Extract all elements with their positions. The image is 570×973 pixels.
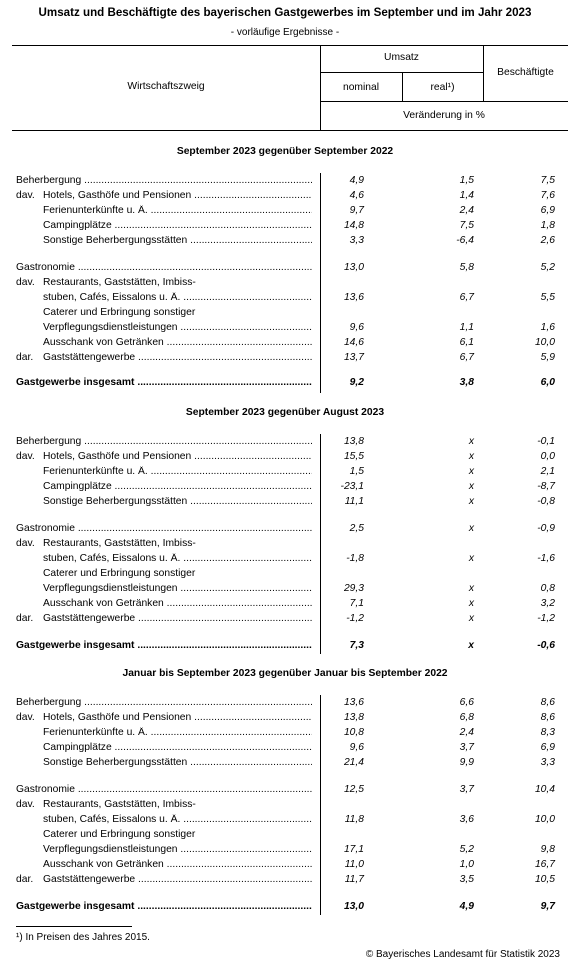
table-row	[0, 553, 570, 567]
table-row	[0, 613, 570, 627]
value-beschaeftigte: 0,8	[540, 583, 555, 594]
table-row	[0, 712, 570, 726]
row-label: Gastgewerbe insgesamt .....	[16, 640, 312, 654]
value-beschaeftigte: 10,4	[534, 784, 555, 795]
row-label: Gastgewerbe insgesamt .....	[16, 377, 312, 391]
row-prefix: dav.	[16, 712, 35, 723]
table-subtitle: - vorläufige Ergebnisse -	[230, 27, 340, 38]
header-nominal: nominal	[342, 82, 380, 93]
value-real: 6,8	[459, 712, 474, 723]
table-row	[0, 190, 570, 204]
value-real: 7,5	[459, 220, 474, 231]
value-beschaeftigte: 10,5	[534, 874, 555, 885]
table-row	[0, 814, 570, 828]
value-real: 9,9	[459, 757, 474, 768]
table-row	[0, 481, 570, 495]
value-nominal: -23,1	[340, 481, 364, 492]
value-real: x	[468, 640, 474, 651]
value-real: 6,7	[459, 352, 474, 363]
value-beschaeftigte: 1,6	[540, 322, 555, 333]
value-nominal: -1,2	[346, 613, 364, 624]
value-beschaeftigte: -0,9	[537, 523, 555, 534]
table-row	[0, 757, 570, 771]
value-beschaeftigte: 7,5	[540, 175, 555, 186]
value-real: 5,8	[459, 262, 474, 273]
row-label: Ausschank von Getränken .....	[43, 337, 312, 351]
value-beschaeftigte: 2,1	[540, 466, 555, 477]
row-prefix: dav.	[16, 799, 35, 810]
row-label: Gastronomie .....	[16, 784, 312, 798]
value-nominal: -1,8	[346, 553, 364, 564]
section-title: September 2023 gegenüber August 2023	[185, 407, 385, 418]
value-nominal: 12,5	[343, 784, 364, 795]
value-real: 1,5	[459, 175, 474, 186]
table-row	[0, 523, 570, 537]
table-row	[0, 262, 570, 276]
table-row	[0, 466, 570, 480]
value-beschaeftigte: 9,7	[540, 901, 555, 912]
value-real: 1,0	[459, 859, 474, 870]
section-title: Januar bis September 2023 gegenüber Januar bis September 2022	[122, 668, 448, 679]
table-row	[0, 598, 570, 612]
row-label: Campingplätze .....	[43, 481, 312, 495]
table-row	[0, 829, 570, 843]
table-row	[0, 205, 570, 219]
table-row	[0, 322, 570, 336]
value-beschaeftigte: 1,8	[540, 220, 555, 231]
value-nominal: 13,0	[343, 262, 364, 273]
value-real: x	[468, 496, 474, 507]
row-prefix: dar.	[16, 874, 34, 885]
value-nominal: 3,3	[349, 235, 364, 246]
row-label: stuben, Cafés, Eissalons u. Ä. .....	[43, 553, 312, 567]
value-nominal: 13,0	[343, 901, 364, 912]
table-row	[0, 784, 570, 798]
value-nominal: 13,7	[343, 352, 364, 363]
value-nominal: 4,9	[349, 175, 364, 186]
table-row	[0, 220, 570, 234]
row-label: Restaurants, Gaststätten, Imbiss-	[43, 277, 196, 288]
row-label: Restaurants, Gaststätten, Imbiss-	[43, 538, 196, 549]
row-label: Beherbergung .....	[16, 436, 312, 450]
row-prefix: dav.	[16, 538, 35, 549]
value-beschaeftigte: 5,5	[540, 292, 555, 303]
value-real: 6,7	[459, 292, 474, 303]
value-nominal: 9,6	[349, 322, 364, 333]
value-nominal: 13,8	[343, 712, 364, 723]
value-real: 3,8	[459, 377, 474, 388]
table-row	[0, 352, 570, 366]
value-real: -6,4	[456, 235, 474, 246]
row-prefix: dav.	[16, 190, 35, 201]
value-beschaeftigte: 3,3	[540, 757, 555, 768]
value-beschaeftigte: 8,6	[540, 697, 555, 708]
value-nominal: 13,6	[343, 697, 364, 708]
row-label: Verpflegungsdienstleistungen .....	[43, 844, 312, 858]
table-row	[0, 235, 570, 249]
row-label: Hotels, Gasthöfe und Pensionen .....	[43, 712, 312, 726]
value-nominal: 17,1	[343, 844, 364, 855]
value-nominal: 2,5	[349, 523, 364, 534]
section-title: September 2023 gegenüber September 2022	[176, 146, 394, 157]
header-wirtschaftszweig: Wirtschaftszweig	[127, 81, 205, 92]
row-label: Restaurants, Gaststätten, Imbiss-	[43, 799, 196, 810]
row-label: Sonstige Beherbergungsstätten .....	[43, 757, 312, 771]
value-nominal: 11,0	[344, 859, 364, 870]
value-nominal: 4,6	[349, 190, 364, 201]
value-nominal: 11,8	[344, 814, 364, 825]
row-label: Ferienunterkünfte u. Ä. .....	[43, 466, 312, 480]
row-label: Caterer und Erbringung sonstiger	[43, 568, 196, 579]
row-label: Beherbergung .....	[16, 697, 312, 711]
row-label: Ausschank von Getränken .....	[43, 859, 312, 873]
value-beschaeftigte: 5,9	[540, 352, 555, 363]
table-row	[0, 538, 570, 552]
row-label: Campingplätze .....	[43, 220, 312, 234]
table-row	[0, 496, 570, 510]
row-label: Verpflegungsdienstleistungen .....	[43, 322, 312, 336]
value-real: x	[468, 523, 474, 534]
value-real: 3,5	[459, 874, 474, 885]
row-label: Hotels, Gasthöfe und Pensionen .....	[43, 190, 312, 204]
row-prefix: dar.	[16, 352, 34, 363]
value-real: 1,1	[459, 322, 474, 333]
value-nominal: 15,5	[343, 451, 364, 462]
value-beschaeftigte: 5,2	[540, 262, 555, 273]
value-real: 2,4	[459, 727, 474, 738]
value-real: x	[468, 598, 474, 609]
header-veraenderung: Veränderung in %	[403, 110, 485, 121]
value-beschaeftigte: -0,8	[537, 496, 555, 507]
row-label: stuben, Cafés, Eissalons u. Ä. .....	[43, 292, 312, 306]
value-beschaeftigte: 10,0	[534, 337, 555, 348]
value-nominal: 10,8	[343, 727, 364, 738]
value-beschaeftigte: 10,0	[534, 814, 555, 825]
value-nominal: 11,1	[344, 496, 364, 507]
value-beschaeftigte: 0,0	[540, 451, 555, 462]
value-nominal: 9,6	[349, 742, 364, 753]
table-row	[0, 799, 570, 813]
value-beschaeftigte: -0,6	[537, 640, 555, 651]
value-nominal: 21,4	[343, 757, 364, 768]
value-beschaeftigte: -0,1	[537, 436, 555, 447]
value-beschaeftigte: 9,8	[540, 844, 555, 855]
value-real: 6,6	[459, 697, 474, 708]
value-real: x	[468, 436, 474, 447]
value-nominal: 9,2	[349, 377, 364, 388]
row-label: Gaststättengewerbe .....	[43, 352, 312, 366]
value-beschaeftigte: 3,2	[540, 598, 555, 609]
value-nominal: 13,8	[343, 436, 364, 447]
value-real: 4,9	[459, 901, 474, 912]
row-label: Gaststättengewerbe .....	[43, 874, 312, 888]
row-label: Sonstige Beherbergungsstätten .....	[43, 235, 312, 249]
table-row	[0, 583, 570, 597]
value-real: 5,2	[459, 844, 474, 855]
row-label: Ausschank von Getränken .....	[43, 598, 312, 612]
header-top-rule	[12, 45, 568, 46]
row-label: stuben, Cafés, Eissalons u. Ä. .....	[43, 814, 312, 828]
value-beschaeftigte: -1,6	[537, 553, 555, 564]
table-row	[0, 377, 570, 391]
row-label: Ferienunterkünfte u. Ä. .....	[43, 205, 312, 219]
value-beschaeftigte: 6,0	[540, 377, 555, 388]
row-label: Gaststättengewerbe .....	[43, 613, 312, 627]
row-label: Verpflegungsdienstleistungen .....	[43, 583, 312, 597]
value-real: x	[468, 481, 474, 492]
row-label: Campingplätze .....	[43, 742, 312, 756]
table-row	[0, 568, 570, 582]
value-beschaeftigte: 16,7	[534, 859, 555, 870]
value-real: 2,4	[459, 205, 474, 216]
row-prefix: dar.	[16, 613, 34, 624]
table-title: Umsatz und Beschäftigte des bayerischen Gastgewerbes im September und im Jahr 2023	[38, 6, 532, 19]
table-row	[0, 451, 570, 465]
row-label: Sonstige Beherbergungsstätten .....	[43, 496, 312, 510]
footnote-rule	[16, 926, 132, 927]
table-row	[0, 436, 570, 450]
table-row	[0, 292, 570, 306]
value-real: x	[468, 466, 474, 477]
value-real: 3,7	[459, 784, 474, 795]
row-label: Beherbergung .....	[16, 175, 312, 189]
row-label: Caterer und Erbringung sonstiger	[43, 829, 196, 840]
value-beschaeftigte: 7,6	[540, 190, 555, 201]
table-row	[0, 697, 570, 711]
value-real: x	[468, 613, 474, 624]
table-row	[0, 640, 570, 654]
value-beschaeftigte: 2,6	[540, 235, 555, 246]
table-row	[0, 874, 570, 888]
value-nominal: 11,7	[344, 874, 364, 885]
value-real: x	[468, 553, 474, 564]
row-label: Ferienunterkünfte u. Ä. .....	[43, 727, 312, 741]
value-nominal: 1,5	[349, 466, 364, 477]
value-real: x	[468, 451, 474, 462]
value-beschaeftigte: 8,3	[540, 727, 555, 738]
value-nominal: 14,6	[343, 337, 364, 348]
table-row	[0, 337, 570, 351]
value-real: 6,1	[459, 337, 474, 348]
value-beschaeftigte: 6,9	[540, 205, 555, 216]
header-umsatz: Umsatz	[384, 52, 419, 63]
value-real: x	[468, 583, 474, 594]
row-label: Gastronomie .....	[16, 262, 312, 276]
row-prefix: dav.	[16, 277, 35, 288]
subheader-rule	[320, 101, 568, 102]
value-beschaeftigte: -8,7	[537, 481, 555, 492]
value-nominal: 29,3	[343, 583, 364, 594]
value-real: 1,4	[459, 190, 474, 201]
table-row	[0, 175, 570, 189]
row-label: Gastgewerbe insgesamt .....	[16, 901, 312, 915]
value-beschaeftigte: 8,6	[540, 712, 555, 723]
table-row	[0, 307, 570, 321]
table-row	[0, 901, 570, 915]
row-label: Caterer und Erbringung sonstiger	[43, 307, 196, 318]
table-row	[0, 844, 570, 858]
table-row	[0, 727, 570, 741]
value-real: 3,6	[459, 814, 474, 825]
value-nominal: 14,8	[343, 220, 364, 231]
value-beschaeftigte: -1,2	[537, 613, 555, 624]
table-row	[0, 859, 570, 873]
value-beschaeftigte: 6,9	[540, 742, 555, 753]
header-real: real¹)	[430, 82, 455, 93]
footnote: ¹) In Preisen des Jahres 2015.	[16, 932, 150, 943]
table-row	[0, 277, 570, 291]
row-label: Hotels, Gasthöfe und Pensionen .....	[43, 451, 312, 465]
value-nominal: 9,7	[349, 205, 364, 216]
table-row	[0, 742, 570, 756]
value-real: 3,7	[459, 742, 474, 753]
row-label: Gastronomie .....	[16, 523, 312, 537]
value-nominal: 13,6	[343, 292, 364, 303]
header-bottom-rule	[12, 130, 568, 131]
value-nominal: 7,3	[349, 640, 364, 651]
value-nominal: 7,1	[349, 598, 364, 609]
header-beschaeftigte: Beschäftigte	[497, 67, 554, 78]
copyright: © Bayerisches Landesamt für Statistik 2023	[365, 949, 560, 960]
row-prefix: dav.	[16, 451, 35, 462]
